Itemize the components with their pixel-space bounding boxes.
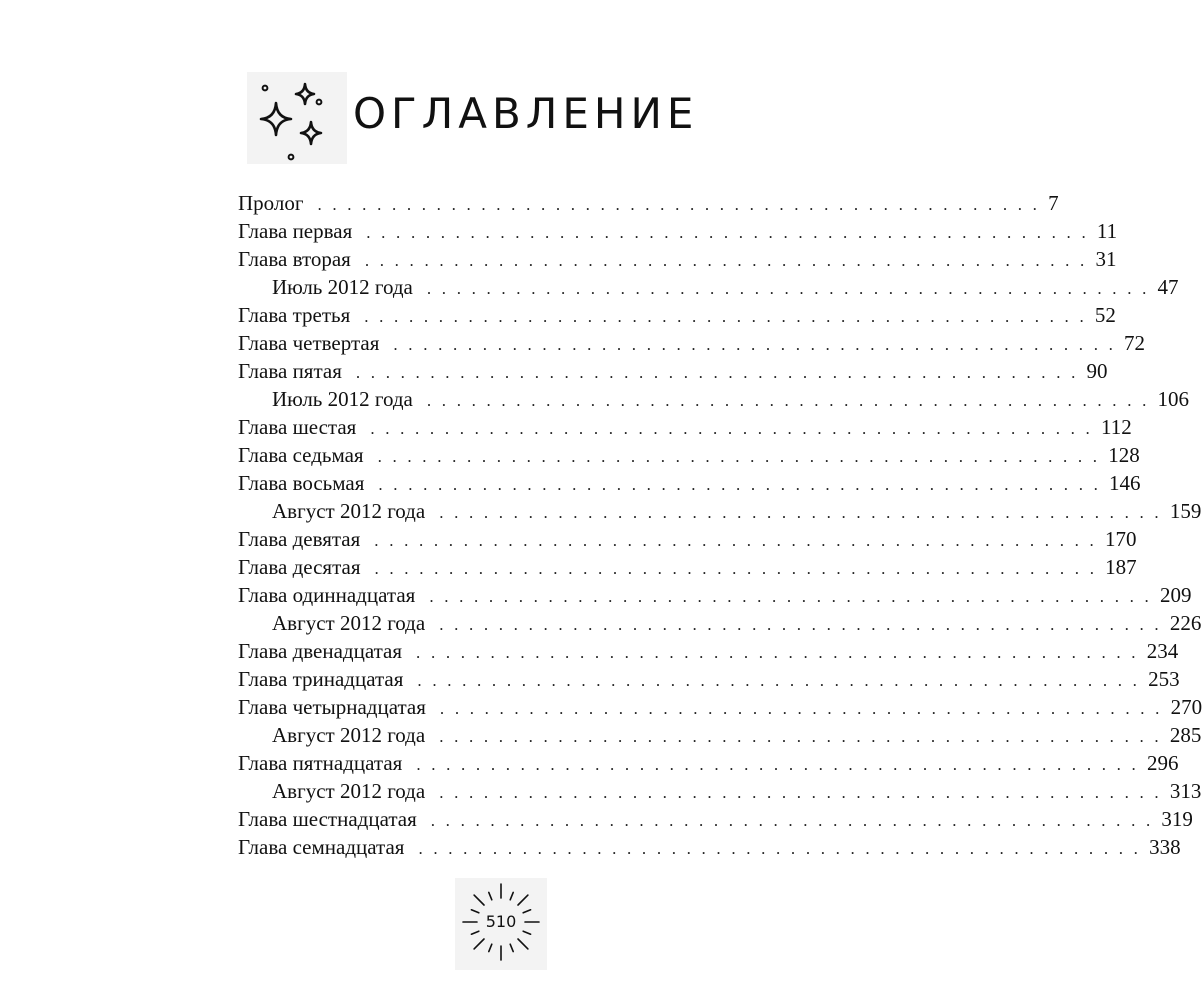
sparkles-icon [247, 72, 347, 164]
toc-subentry [238, 385, 1190, 413]
toc-entry-page: 170 [1104, 527, 1137, 551]
toc-entry-page: 209 [1159, 583, 1192, 607]
toc-entry [238, 553, 1137, 581]
dot-leader: . . . . . . . . . . . . . . . . . . . . . . . . . . . . . . . . . . . . . . . . . . . . . . . . . [364, 307, 1087, 326]
page-number: 510 [485, 912, 517, 931]
sunburst-ray [510, 944, 513, 951]
toc-entry [238, 581, 1192, 609]
toc-entry-title: Июль 2012 года [272, 387, 413, 411]
toc-entry [238, 637, 1179, 665]
toc-entry-page: 159 [1169, 499, 1202, 523]
sunburst-ray [510, 892, 513, 899]
toc-entry-title: Глава одиннадцатая [238, 583, 416, 607]
dot-leader: . . . . . . . . . . . . . . . . . . . . . . . . . . . . . . . . . . . . . . . . . . . . . . . . . [378, 475, 1102, 494]
dot-leader: . . . . . . . . . . . . . . . . . . . . . . . . . . . . . . . . . . . . . . . . . . . . . . . . . [370, 419, 1093, 438]
toc-entry-title: Глава третья [238, 303, 351, 327]
toc-entry [238, 469, 1141, 497]
dot-leader: . . . . . . . . . . . . . . . . . . . . . . . . . . . . . . . . . . . . . . . . . . . . . . . . . [393, 335, 1117, 354]
toc-entry-title: Глава шестнадцатая [238, 807, 417, 831]
toc-entry [238, 749, 1179, 777]
dot-leader: . . . . . . . . . . . . . . . . . . . . . . . . . . . . . . . . . . . . . . . . . . . . . . . . . [364, 251, 1088, 270]
toc-entry-title: Август 2012 года [272, 611, 426, 635]
dot-leader: . . . . . . . . . . . . . . . . . . . . . . . . . . . . . . . . . . . . . . . . . . . . . . . . . [418, 839, 1142, 858]
sunburst-ray [518, 939, 528, 949]
toc-entry [238, 693, 1202, 721]
sunburst-ray [474, 939, 484, 949]
toc-entry [238, 413, 1132, 441]
toc-entry-page: 338 [1149, 835, 1181, 859]
toc-subentry [238, 721, 1202, 749]
toc-entry-title: Глава десятая [238, 555, 361, 579]
toc-entry [238, 217, 1118, 245]
toc-entry-page: 11 [1096, 219, 1118, 243]
toc-entry [238, 329, 1146, 357]
dot-leader: . . . . . . . . . . . . . . . . . . . . . . . . . . . . . . . . . . . . . . . . . . . . . . . . . [416, 755, 1139, 774]
toc-entry-page: 270 [1170, 695, 1202, 719]
toc-subentry [238, 273, 1179, 301]
toc-entry-title: Глава семнадцатая [238, 835, 405, 859]
heading-ornament [247, 72, 347, 164]
dot-leader: . . . . . . . . . . . . . . . . . . . . . . . . . . . . . . . . . . . . . . . . . . . . . . . . . [429, 587, 1152, 606]
toc-entry-page: 7 [1048, 191, 1059, 215]
dot-leader: . . . . . . . . . . . . . . . . . . . . . . . . . . . . . . . . . . . . . . . . . . . . . . . . . [439, 783, 1162, 802]
toc-subentry [238, 497, 1202, 525]
toc-entry-title: Глава вторая [238, 247, 351, 271]
toc-entry-title: Август 2012 года [272, 499, 426, 523]
dot-leader: . . . . . . . . . . . . . . . . . . . . . . . . . . . . . . . . . . . . . . . . . . . . . . . . . [416, 643, 1139, 662]
page-number-ornament [455, 878, 547, 970]
toc-entry-page: 146 [1109, 471, 1141, 495]
toc-entry-page: 128 [1108, 443, 1140, 467]
toc-entry [238, 245, 1117, 273]
toc-subentry [238, 609, 1202, 637]
toc-entry-title: Глава девятая [238, 527, 361, 551]
sunburst-ray [474, 895, 484, 905]
toc-entry-page: 285 [1169, 723, 1202, 747]
dot-leader: . . . . . . . . . . . . . . . . . . . . . . . . . . . . . . . . . . . . . . . . . . . . . . . . . [430, 811, 1154, 830]
toc-entry-title: Глава четырнадцатая [238, 695, 426, 719]
dot-leader: . . . . . . . . . . . . . . . . . . . . . . . . . . . . . . . . . . . . . . . . . . . . . . . . . [366, 223, 1089, 242]
toc-entry-title: Глава двенадцатая [238, 639, 403, 663]
sunburst-ray [518, 895, 528, 905]
toc-entry [238, 301, 1116, 329]
dot-leader: . . . . . . . . . . . . . . . . . . . . . . . . . . . . . . . . . . . . . . . . . . . . . . . . . [377, 447, 1101, 466]
dot-leader: . . . . . . . . . . . . . . . . . . . . . . . . . . . . . . . . . . . . . . . . . . . . . . . . . [374, 531, 1097, 550]
toc-entry-page: 31 [1095, 247, 1117, 271]
toc-entry-page: 226 [1169, 611, 1202, 635]
dot-leader: . . . . . . . . . . . . . . . . . . . . . . . . . . . . . . . . . . . . . . . . . . . . . . . . . [374, 559, 1098, 578]
sunburst-ray [489, 944, 492, 951]
toc-entry-page: 296 [1146, 751, 1179, 775]
toc-entry-title: Июль 2012 года [272, 275, 413, 299]
toc-entry-page: 106 [1157, 387, 1190, 411]
table-of-contents [238, 189, 1202, 861]
toc-entry-title: Глава тринадцатая [238, 667, 404, 691]
dot-leader: . . . . . . . . . . . . . . . . . . . . . . . . . . . . . . . . . . . . . . . . . . . . . . . . . [417, 671, 1141, 690]
toc-entry [238, 833, 1181, 861]
dot-leader: . . . . . . . . . . . . . . . . . . . . . . . . . . . . . . . . . . . . . . . . . . . . . . . . . [426, 391, 1150, 410]
dot-leader: . . . . . . . . . . . . . . . . . . . . . . . . . . . . . . . . . . . . . . . . . . . . . . . . . [426, 279, 1150, 298]
dot-leader: . . . . . . . . . . . . . . . . . . . . . . . . . . . . . . . . . . . . . . . . . . . . . . . . . [317, 195, 1041, 214]
toc-entry-page: 313 [1169, 779, 1202, 803]
toc-entry-page: 187 [1105, 555, 1137, 579]
toc-entry-page: 90 [1086, 359, 1108, 383]
toc-entry-page: 52 [1094, 303, 1116, 327]
toc-entry-title: Глава четвертая [238, 331, 380, 355]
toc-entry-title: Глава шестая [238, 415, 357, 439]
toc-entry-title: Август 2012 года [272, 723, 426, 747]
dot-leader: . . . . . . . . . . . . . . . . . . . . . . . . . . . . . . . . . . . . . . . . . . . . . . . . . [439, 699, 1163, 718]
toc-entry [238, 357, 1108, 385]
sunburst-ray [489, 892, 492, 899]
dot-leader: . . . . . . . . . . . . . . . . . . . . . . . . . . . . . . . . . . . . . . . . . . . . . . . . . [439, 727, 1162, 746]
toc-entry [238, 805, 1193, 833]
toc-subentry [238, 777, 1202, 805]
toc-entry-page: 112 [1100, 415, 1132, 439]
dot-leader: . . . . . . . . . . . . . . . . . . . . . . . . . . . . . . . . . . . . . . . . . . . . . . . . . [439, 615, 1162, 634]
toc-entry [238, 441, 1140, 469]
dot-leader: . . . . . . . . . . . . . . . . . . . . . . . . . . . . . . . . . . . . . . . . . . . . . . . . . [355, 363, 1079, 382]
toc-entry-page: 47 [1157, 275, 1179, 299]
toc-entry [238, 525, 1137, 553]
toc-entry-title: Глава восьмая [238, 471, 365, 495]
toc-entry-title: Глава пятнадцатая [238, 751, 403, 775]
toc-entry [238, 189, 1059, 217]
dot-leader: . . . . . . . . . . . . . . . . . . . . . . . . . . . . . . . . . . . . . . . . . . . . . . . . . [439, 503, 1162, 522]
toc-entry-title: Глава первая [238, 219, 353, 243]
toc-entry-page: 72 [1124, 331, 1146, 355]
toc-entry-title: Пролог [238, 191, 304, 215]
toc-entry-page: 253 [1148, 667, 1180, 691]
toc-entry-title: Глава пятая [238, 359, 342, 383]
toc-entry-title: Глава седьмая [238, 443, 364, 467]
toc-entry [238, 665, 1180, 693]
page-title: ОГЛАВЛЕНИЕ [353, 89, 699, 138]
toc-entry-page: 319 [1161, 807, 1193, 831]
toc-entry-title: Август 2012 года [272, 779, 426, 803]
toc-entry-page: 234 [1146, 639, 1179, 663]
